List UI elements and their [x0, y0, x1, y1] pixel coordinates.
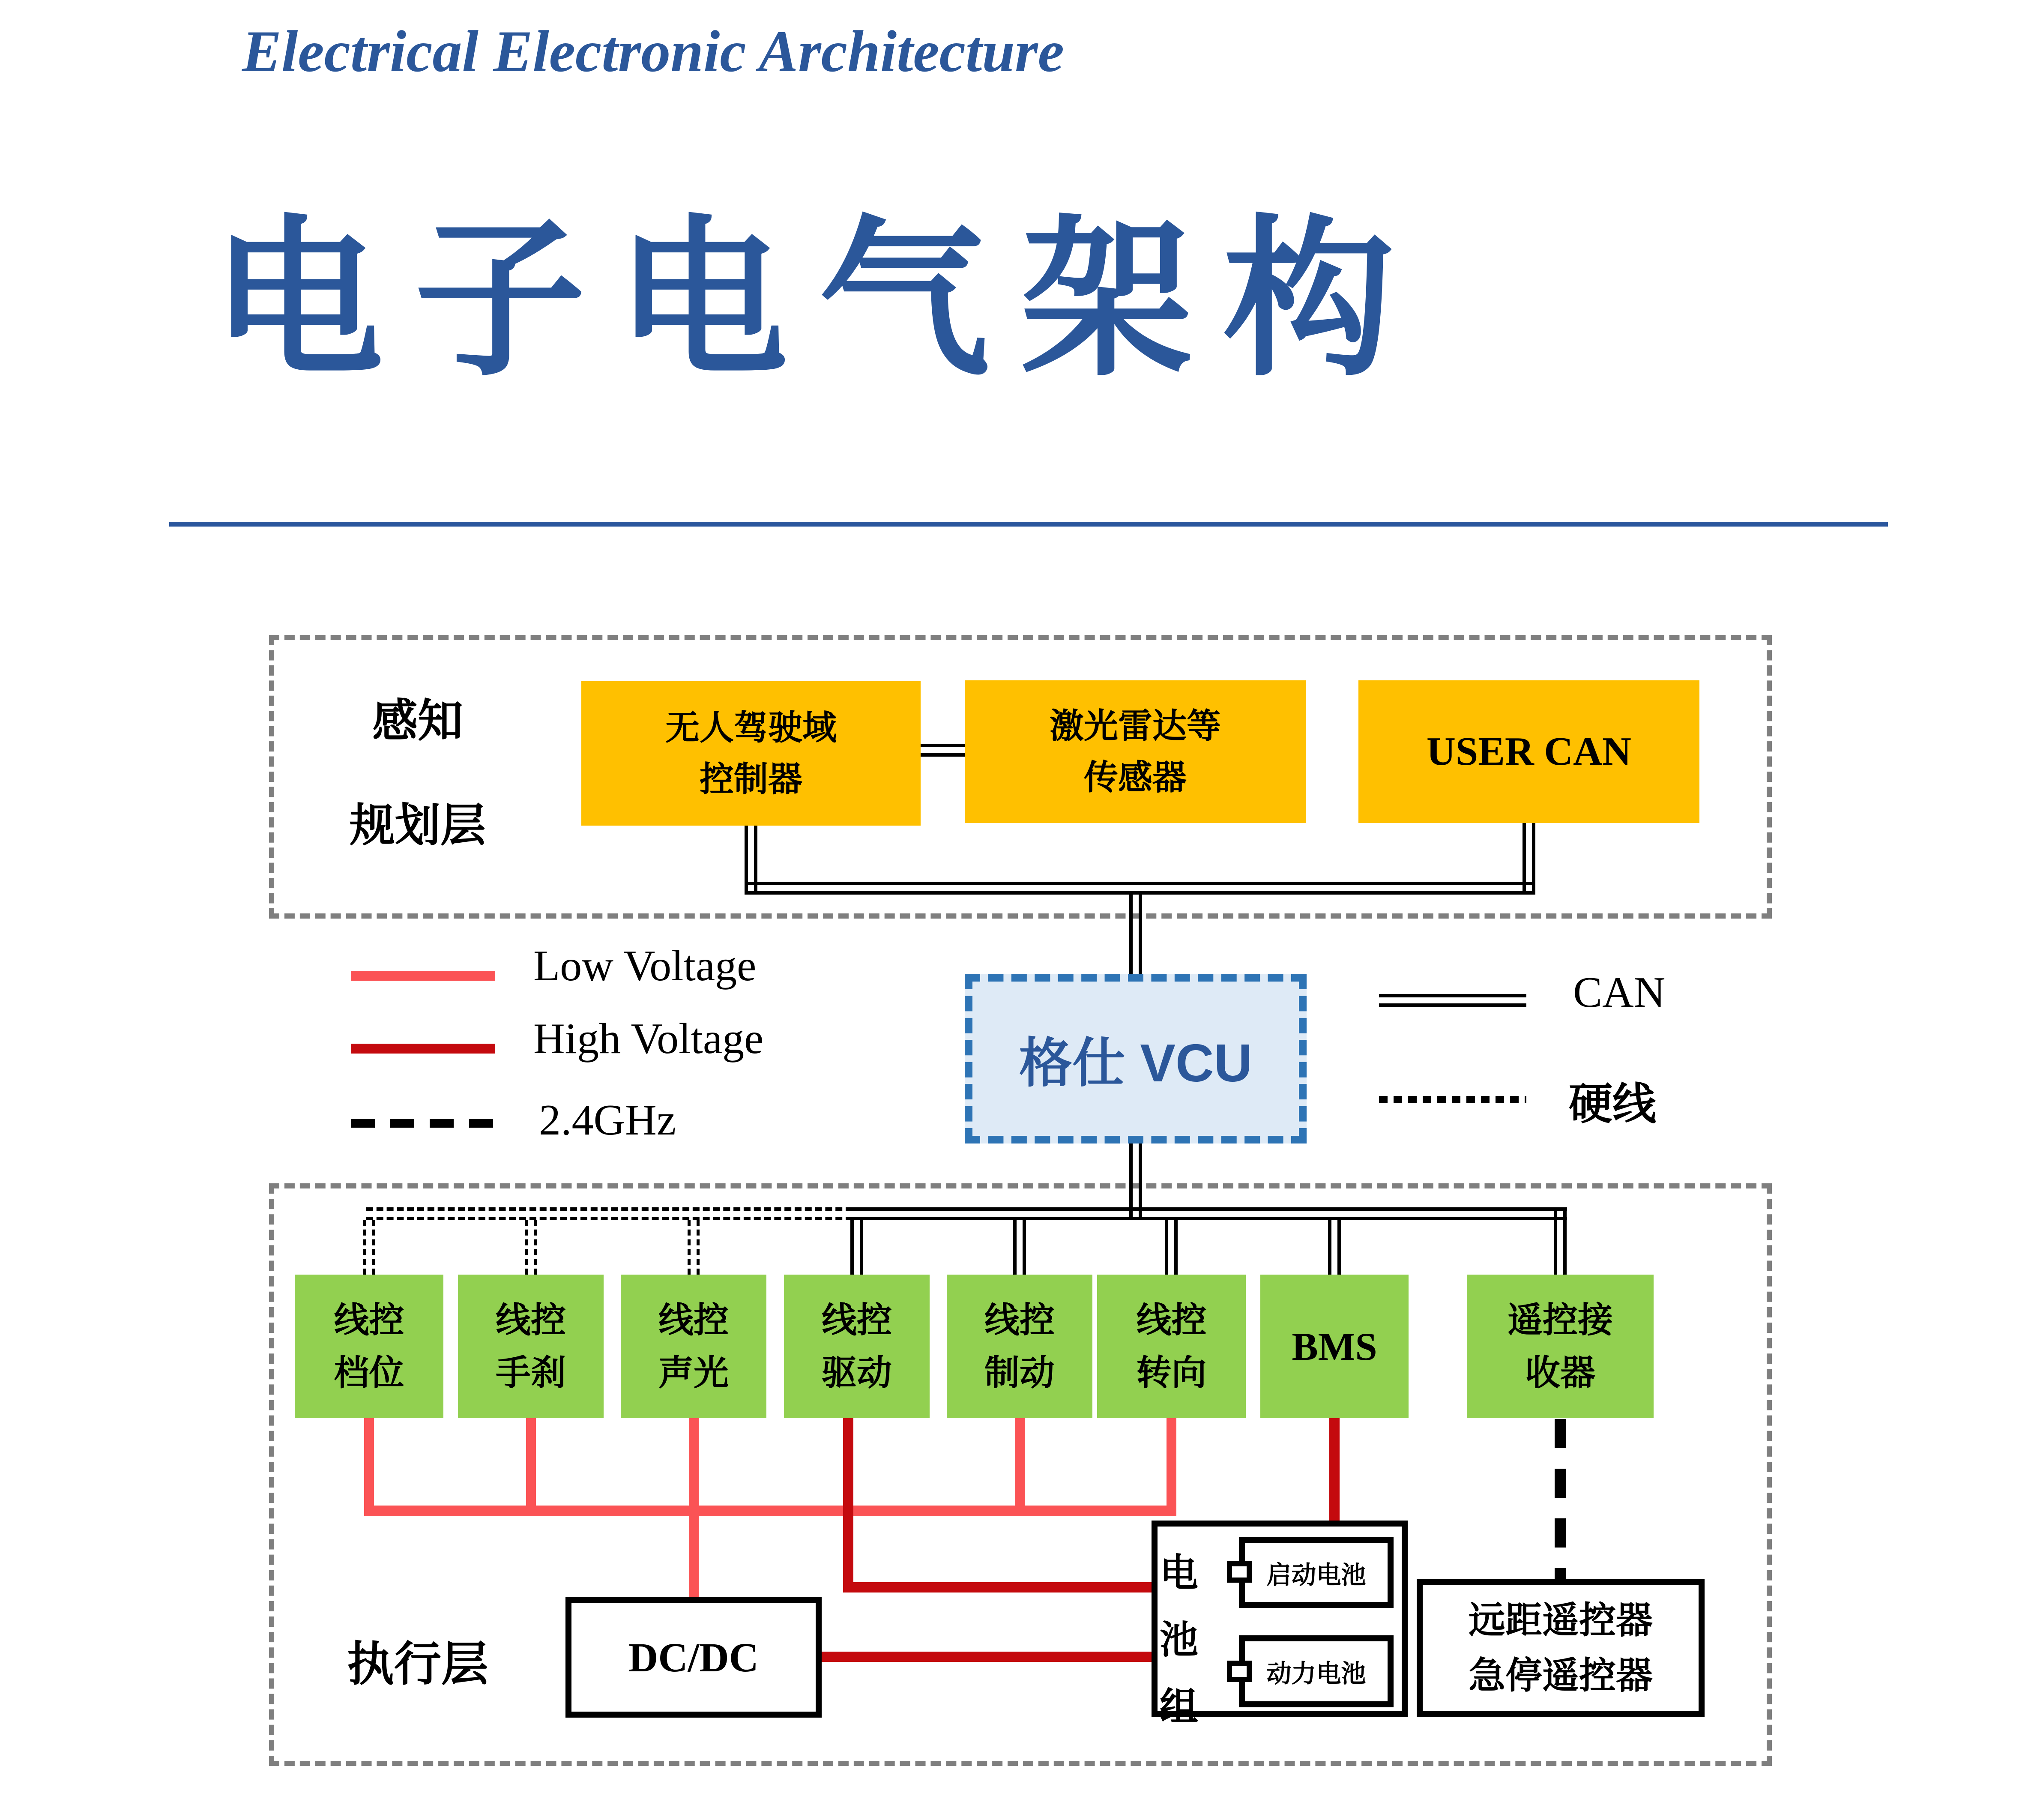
hv-wire-drive-to-battery — [843, 1582, 1152, 1592]
node-vcu — [965, 974, 1307, 1143]
hardwire-drop-gear — [363, 1220, 375, 1275]
hv-wire-bms-to-battery — [1329, 1418, 1340, 1521]
node-user-can — [1358, 680, 1699, 823]
can-bus-execution — [852, 1207, 1567, 1220]
can-drop-remote-receiver — [1554, 1207, 1567, 1275]
node-label: 线控 — [495, 1300, 566, 1340]
legend-label-hardwire: 硬线 — [1569, 1080, 1656, 1129]
node-label: 声光 — [658, 1353, 729, 1392]
execution-layer-label: 执行层 — [347, 1638, 488, 1691]
hardwire-bus — [366, 1207, 852, 1220]
lv-bus — [364, 1506, 1176, 1516]
starter-battery-connector-icon — [1227, 1561, 1252, 1583]
node-label: 档位 — [334, 1353, 404, 1392]
battery-label-char: 电 — [1160, 1552, 1198, 1595]
node-label: 制动 — [984, 1353, 1055, 1392]
can-drop-user-can — [1523, 823, 1535, 895]
node-label: 转向 — [1136, 1353, 1207, 1392]
wireless-link-receiver-remote — [1555, 1419, 1566, 1579]
node-label: 遥控接 — [1507, 1300, 1613, 1340]
legend-swatch-hardwire — [1379, 1096, 1526, 1103]
node-label: 驱动 — [821, 1353, 892, 1392]
legend-swatch-can — [1379, 994, 1526, 1007]
legend-label-can: CAN — [1573, 968, 1666, 1017]
lv-wire-gear — [364, 1418, 374, 1516]
can-feed-vcu-top — [1129, 895, 1142, 975]
node-label: 线控 — [658, 1300, 729, 1340]
node-label: 线控 — [984, 1300, 1055, 1340]
legend-label-high-voltage: High Voltage — [533, 1015, 764, 1063]
title-divider-line — [169, 522, 1888, 527]
perception-layer-label-1: 感知 — [372, 696, 463, 746]
node-label: 线控 — [821, 1300, 892, 1340]
can-drop-bms — [1328, 1220, 1341, 1275]
hv-wire-dcdc-to-battery — [822, 1652, 1152, 1662]
lv-wire-brake — [1015, 1418, 1025, 1516]
battery-label-char: 组 — [1160, 1685, 1198, 1728]
battery-pack-label — [1153, 1542, 1205, 1731]
legend-swatch-low-voltage — [351, 971, 495, 981]
node-label: BMS — [1292, 1324, 1377, 1368]
legend-label-low-voltage: Low Voltage — [533, 942, 757, 990]
node-autonomous-domain-controller — [581, 681, 921, 826]
node-label: 激光雷达等 — [1050, 706, 1221, 745]
node-handbrake-by-wire — [458, 1275, 604, 1418]
vcu-label: 格仕 VCU — [1019, 1034, 1253, 1093]
node-label: 传感器 — [1084, 758, 1187, 796]
can-drop-drive — [850, 1220, 863, 1275]
node-soundlight-by-wire — [621, 1275, 766, 1418]
node-dcdc — [565, 1597, 822, 1718]
node-remote-controllers — [1417, 1579, 1705, 1717]
node-steering-by-wire — [1097, 1275, 1246, 1418]
hardwire-drop-handbrake — [525, 1220, 537, 1275]
node-power-battery — [1239, 1635, 1394, 1707]
subtitle-english: Electrical Electronic Architecture — [242, 18, 1064, 84]
lv-wire-handbrake — [526, 1418, 536, 1516]
power-battery-connector-icon — [1227, 1661, 1252, 1682]
node-bms — [1260, 1275, 1409, 1418]
can-drop-steering — [1165, 1220, 1178, 1275]
legend-label-wireless: 2.4GHz — [539, 1096, 676, 1144]
can-link-controller-lidar — [921, 744, 965, 757]
node-label: 远距遥控器 — [1469, 1599, 1653, 1641]
can-bus-upper — [745, 882, 1535, 895]
node-label: 无人驾驶域 — [665, 708, 837, 747]
can-drop-brake — [1013, 1220, 1026, 1275]
node-starter-battery — [1239, 1537, 1394, 1608]
node-label: 动力电池 — [1266, 1660, 1366, 1688]
perception-layer-label-2: 规划层 — [350, 800, 486, 851]
lv-wire-steering — [1167, 1418, 1176, 1516]
page-title-chinese: 电子电气架构 — [212, 204, 1425, 395]
node-label: 控制器 — [700, 760, 802, 798]
node-remote-receiver — [1467, 1275, 1654, 1418]
node-label: 线控 — [1136, 1300, 1207, 1340]
node-label: 急停遥控器 — [1469, 1655, 1653, 1696]
node-gear-by-wire — [295, 1275, 443, 1418]
node-label: DC/DC — [628, 1634, 759, 1680]
node-lidar-sensors — [965, 680, 1306, 823]
battery-label-char: 池 — [1160, 1619, 1198, 1661]
node-label: 手刹 — [495, 1353, 566, 1392]
node-label: 收器 — [1525, 1353, 1595, 1392]
hardwire-drop-soundlight — [688, 1220, 700, 1275]
hv-wire-drive-vertical — [843, 1418, 853, 1592]
node-label: USER CAN — [1427, 729, 1631, 774]
legend-swatch-high-voltage — [351, 1044, 495, 1054]
node-brake-by-wire — [947, 1275, 1092, 1418]
node-drive-by-wire — [784, 1275, 930, 1418]
node-label: 启动电池 — [1266, 1561, 1366, 1589]
node-label: 线控 — [334, 1300, 404, 1340]
legend-swatch-wireless — [351, 1119, 495, 1128]
